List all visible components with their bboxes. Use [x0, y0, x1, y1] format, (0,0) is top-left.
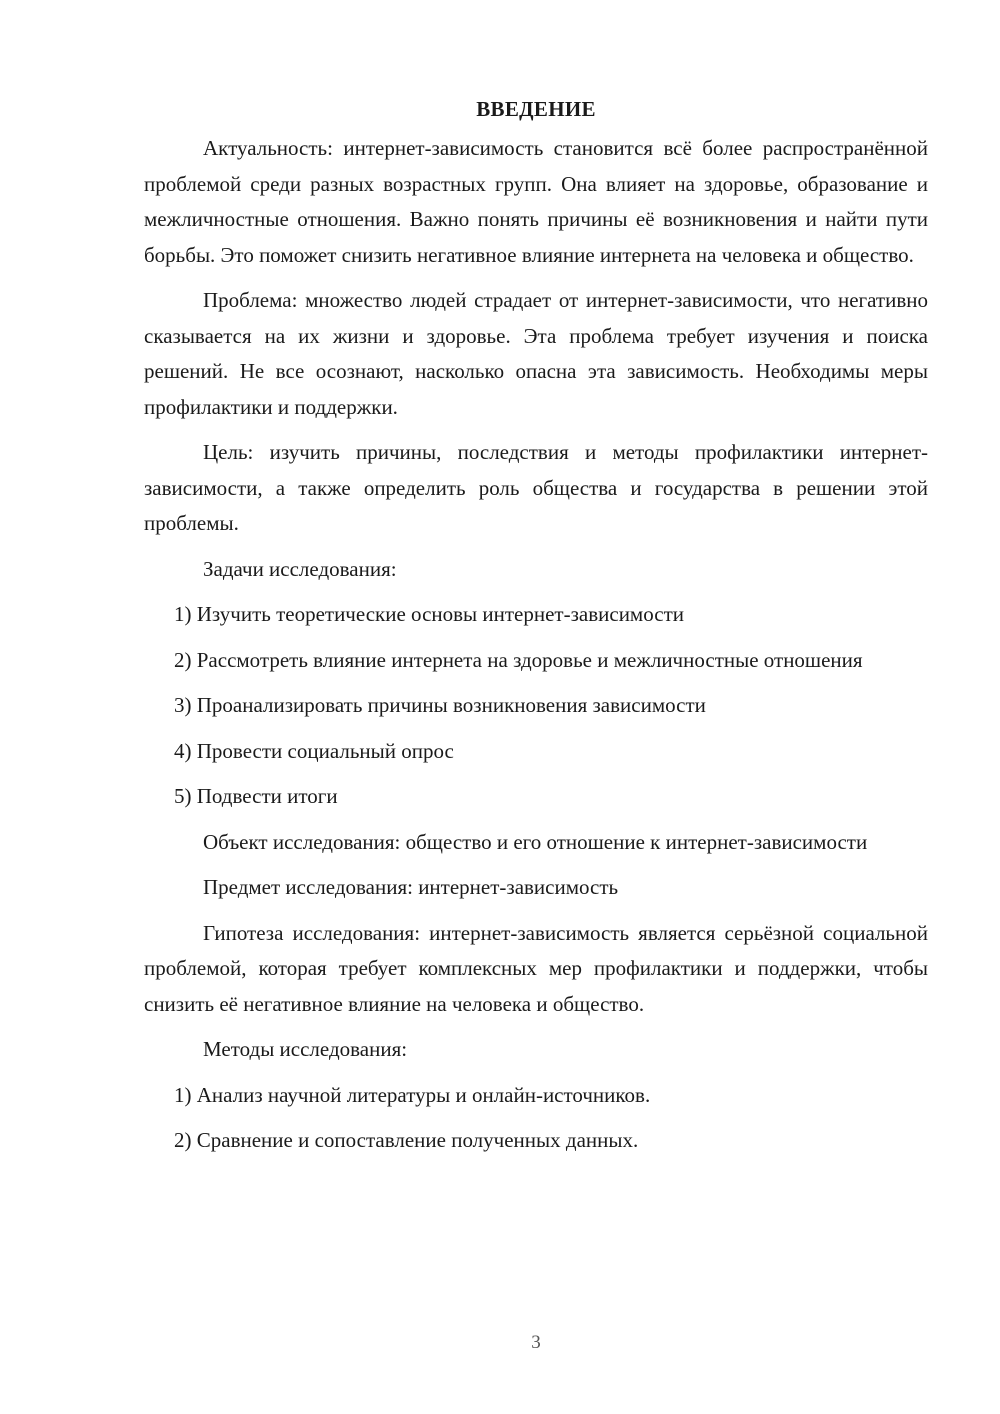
document-page	[144, 92, 928, 1169]
task-item: 3) Проанализировать причины возникновения зависимости	[174, 693, 706, 717]
hypothesis-paragraph: Гипотеза исследования: интернет-зависимость является серьёзной социальной проблемой, которая требует комплексных мер профилактики и поддержки, чтобы снизить её негативное влияние на человека и общество.	[144, 920, 928, 1016]
problem-paragraph: Проблема: множество людей страдает от интернет-зависимости, что негативно сказывается на их жизни и здоровье. Эта проблема требует изучения и поиска решений. Не все осознают, насколько опасна эта зависимость. Необходимы меры профилактики и поддержки.	[144, 288, 928, 419]
task-item: 1) Изучить теоретические основы интернет-зависимости	[174, 602, 684, 626]
method-item: 1) Анализ научной литературы и онлайн-источников.	[174, 1082, 651, 1107]
tasks-heading: Задачи исследования:	[203, 556, 397, 581]
methods-heading: Методы исследования:	[203, 1037, 408, 1061]
task-item: 2) Рассмотреть влияние интернета на здоровье и межличностные отношения	[174, 647, 863, 672]
method-item: 2) Сравнение и сопоставление полученных данных.	[174, 1128, 639, 1152]
goal-paragraph: Цель: изучить причины, последствия и методы профилактики интернет-зависимости, а также определить роль общества и государства в решении этой проблемы.	[144, 440, 928, 535]
object-paragraph: Объект исследования: общество и его отношение к интернет-зависимости	[203, 829, 868, 854]
task-item: 4) Провести социальный опрос	[174, 738, 454, 763]
task-item: 5) Подвести итоги	[174, 784, 338, 808]
section-title: ВВЕДЕНИЕ	[476, 97, 596, 121]
subject-paragraph: Предмет исследования: интернет-зависимость	[203, 875, 619, 899]
relevance-paragraph: Актуальность: интернет-зависимость становится всё более распространённой проблемой среди разных возрастных групп. Она влияет на здоровье, образование и межличностные отношения. Важно понять причины её возникновения и найти пути борьбы. Это поможет снизить негативное влияние интернета на человека и общество.	[144, 136, 928, 267]
page-number: 3	[531, 1332, 541, 1353]
